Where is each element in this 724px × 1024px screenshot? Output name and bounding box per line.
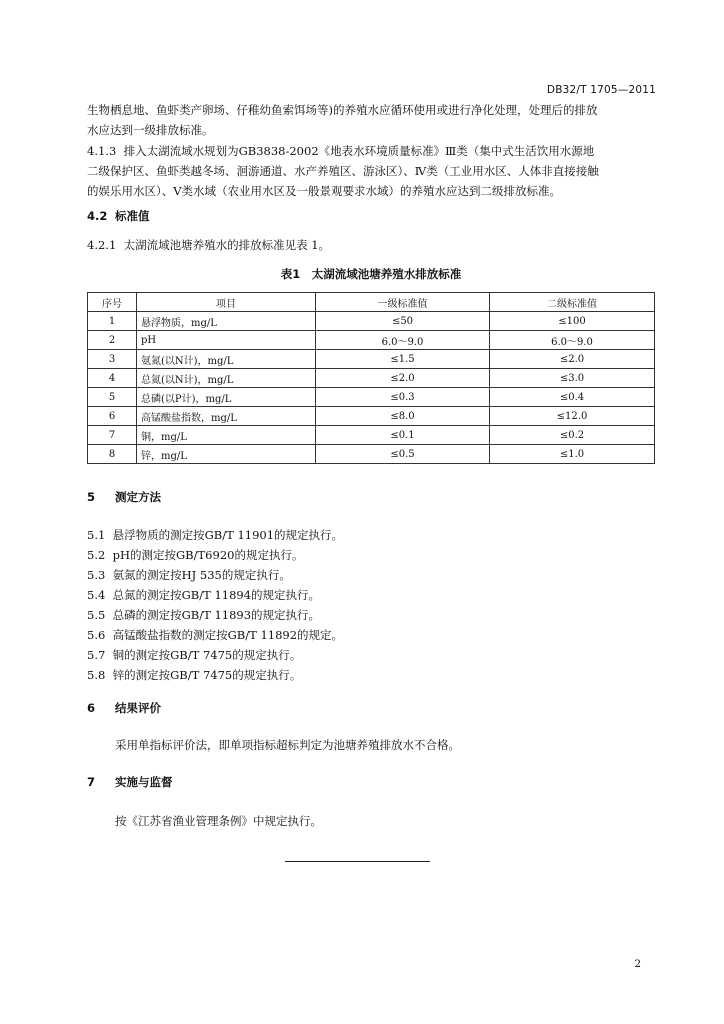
table-row — [88, 369, 655, 388]
cell-item: 高锰酸盐指数，mg/L — [137, 407, 316, 426]
cell-item: 锌，mg/L — [137, 445, 316, 464]
standard-code: DB32/T 1705—2011 — [546, 84, 656, 96]
cell-level1: ≤0.1 — [316, 426, 490, 445]
clause-text-line-1: 排入太湖流域水规划为GB3838-2002《地表水环境质量标准》Ⅲ类（集中式生活饮用水源地 — [123, 144, 595, 158]
clause-4-1-3 — [87, 141, 655, 201]
table-row — [88, 331, 655, 350]
cell-item: 总氮(以N计)，mg/L — [137, 369, 316, 388]
section-5-clauses — [87, 525, 655, 685]
clause-text: pH的测定按GB/T6920的规定执行。 — [112, 548, 304, 562]
section-5-heading — [87, 487, 655, 507]
section-number: 4.2 — [87, 209, 108, 223]
table-row — [88, 445, 655, 464]
clause-5-6 — [87, 625, 655, 645]
clause-number: 5.5 — [87, 608, 106, 622]
section-title: 测定方法 — [115, 490, 161, 504]
clause-text: 锌的测定按GB/T 7475的规定执行。 — [112, 668, 302, 682]
cell-index: 2 — [88, 331, 137, 350]
section-number: 6 — [87, 701, 96, 715]
cell-item: 氨氮(以N计)，mg/L — [137, 350, 316, 369]
cell-item: 悬浮物质，mg/L — [137, 312, 316, 331]
col-header-item: 项目 — [137, 293, 316, 312]
clause-5-2 — [87, 545, 655, 565]
cell-level1: ≤0.3 — [316, 388, 490, 407]
clause-text: 氨氮的测定按HJ 535的规定执行。 — [112, 568, 291, 582]
cell-level1: ≤1.5 — [316, 350, 490, 369]
cell-level1: ≤8.0 — [316, 407, 490, 426]
table-row — [88, 350, 655, 369]
clause-5-3 — [87, 565, 655, 585]
clause-number: 5.3 — [87, 568, 106, 582]
cell-level2: ≤12.0 — [490, 407, 655, 426]
page-number: 2 — [634, 958, 641, 970]
clause-number: 5.8 — [87, 668, 106, 682]
cell-index: 4 — [88, 369, 137, 388]
end-rule — [285, 861, 430, 862]
clause-text: 铜的测定按GB/T 7475的规定执行。 — [112, 648, 302, 662]
clause-number: 5.7 — [87, 648, 106, 662]
table-caption: 表1 太湖流域池塘养殖水排放标准 — [280, 267, 462, 281]
clause-text-line-2: 二级保护区、鱼虾类越冬场、洄游通道、水产养殖区、游泳区）、Ⅳ类（工业用水区、人体非直接接触 — [87, 164, 599, 178]
clause-5-7 — [87, 645, 655, 665]
cell-level2: ≤100 — [490, 312, 655, 331]
cell-level2: ≤3.0 — [490, 369, 655, 388]
section-6-heading — [87, 698, 655, 718]
clause-text-line-3: 的娱乐用水区）、Ⅴ类水域（农业用水区及一般景观要求水域）的养殖水应达到二级排放标准。 — [87, 184, 562, 198]
clause-number: 5.6 — [87, 628, 106, 642]
clause-5-5 — [87, 605, 655, 625]
table-header-row — [88, 293, 655, 312]
cell-level1: 6.0～9.0 — [316, 331, 490, 350]
clause-5-4 — [87, 585, 655, 605]
intro-paragraph — [87, 100, 655, 140]
clause-number: 5.2 — [87, 548, 106, 562]
cell-level1: ≤2.0 — [316, 369, 490, 388]
section-title: 标准值 — [115, 209, 150, 223]
clause-4-2-1 — [87, 235, 655, 255]
clause-text: 悬浮物质的测定按GB/T 11901的规定执行。 — [112, 528, 344, 542]
cell-level2: ≤1.0 — [490, 445, 655, 464]
cell-item: 总磷(以P计)，mg/L — [137, 388, 316, 407]
clause-number: 5.4 — [87, 588, 106, 602]
table-row — [88, 407, 655, 426]
clause-number: 4.1.3 — [87, 144, 117, 158]
section-number: 7 — [87, 775, 96, 789]
cell-level2: ≤0.4 — [490, 388, 655, 407]
cell-level2: ≤2.0 — [490, 350, 655, 369]
clause-5-1 — [87, 525, 655, 545]
section-number: 5 — [87, 490, 96, 504]
cell-level2: 6.0～9.0 — [490, 331, 655, 350]
intro-line-1: 生物栖息地、鱼虾类产卵场、仔稚幼鱼索饵场等)的养殖水应循环使用或进行净化处理，处理后的排放 — [87, 103, 598, 117]
cell-item: 铜，mg/L — [137, 426, 316, 445]
section-6-text: 采用单指标评价法，即单项指标超标判定为池塘养殖排放水不合格。 — [115, 738, 460, 752]
section-title: 实施与监督 — [115, 775, 173, 789]
clause-text: 总氮的测定按GB/T 11894的规定执行。 — [112, 588, 321, 602]
discharge-standard-table — [87, 292, 655, 464]
clause-text: 太湖流域池塘养殖水的排放标准见表 1。 — [123, 238, 331, 252]
table-row — [88, 426, 655, 445]
cell-level1: ≤0.5 — [316, 445, 490, 464]
section-7-text: 按《江苏省渔业管理条例》中规定执行。 — [115, 814, 322, 828]
clause-text: 高锰酸盐指数的测定按GB/T 11892的规定。 — [112, 628, 344, 642]
cell-level1: ≤50 — [316, 312, 490, 331]
table-row — [88, 388, 655, 407]
clause-text: 总磷的测定按GB/T 11893的规定执行。 — [112, 608, 321, 622]
section-title: 结果评价 — [115, 701, 161, 715]
section-7-heading — [87, 772, 655, 792]
table-row — [88, 312, 655, 331]
clause-number: 5.1 — [87, 528, 106, 542]
col-header-index: 序号 — [88, 293, 137, 312]
cell-index: 8 — [88, 445, 137, 464]
intro-line-2: 水应达到一级排放标准。 — [87, 123, 214, 137]
cell-index: 6 — [88, 407, 137, 426]
section-4-2-heading — [87, 206, 655, 226]
col-header-level2: 二级标准值 — [490, 293, 655, 312]
cell-index: 5 — [88, 388, 137, 407]
cell-index: 1 — [88, 312, 137, 331]
clause-5-8 — [87, 665, 655, 685]
cell-index: 3 — [88, 350, 137, 369]
cell-item: pH — [137, 331, 316, 350]
cell-index: 7 — [88, 426, 137, 445]
col-header-level1: 一级标准值 — [316, 293, 490, 312]
cell-level2: ≤0.2 — [490, 426, 655, 445]
clause-number: 4.2.1 — [87, 238, 117, 252]
